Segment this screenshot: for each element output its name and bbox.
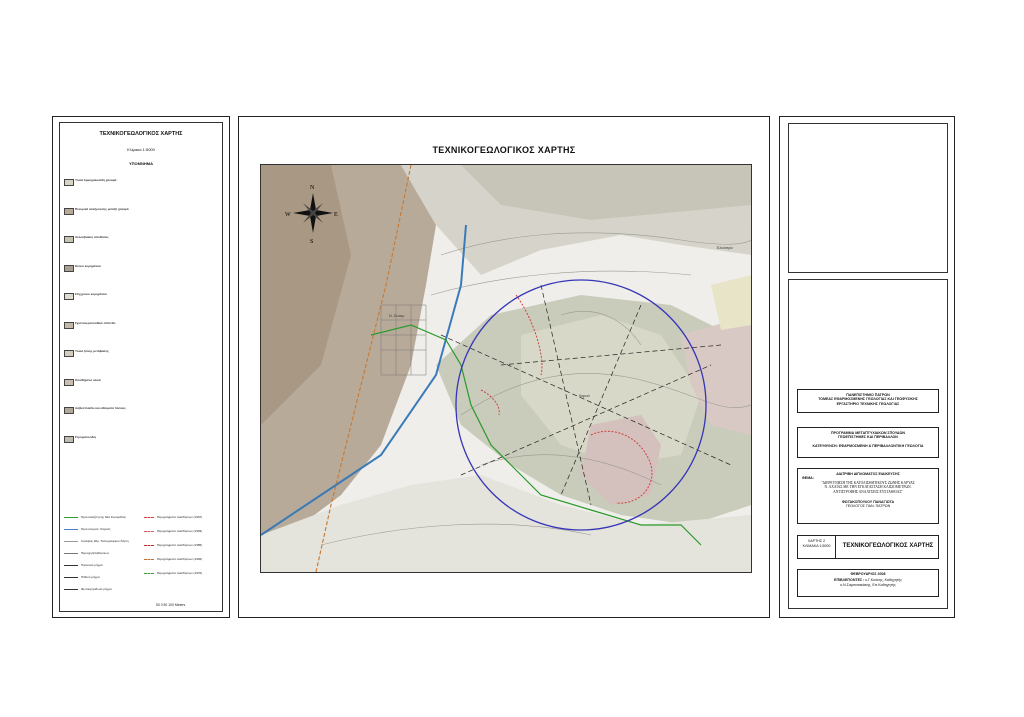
- legend-unit-name: Ολισθημένα υλικά: [75, 378, 101, 382]
- legend-symbol-row: [64, 527, 110, 531]
- map-number-cell: [798, 536, 836, 558]
- map-scale: ΚΛΙΜΑΚΑ 1:5000: [802, 544, 831, 548]
- legend-unit-row: [64, 350, 219, 377]
- legend-unit-swatch: [64, 350, 74, 357]
- legend-unit-text: [75, 350, 219, 353]
- legend-symbol-line: [64, 565, 78, 566]
- legend-symbol-label: Περιοχή Επιβλύσεων: [81, 551, 110, 555]
- legend-unit-row: [64, 436, 219, 463]
- thesis-label: ΔΙΑΤΡΙΒΗ ΔΙΠΛΩΜΑΤΟΣ ΕΙΔΙΚΕΥΣΗΣ: [836, 472, 900, 476]
- theme-line-3: ΑΝΤΙΣΤΡΟΦΗΣ ΑΝΑΛΥΣΕΙΣ ΕΥΣΤΑΘΕΙΑΣ": [833, 489, 903, 494]
- legend-symbol-label: Πιθανό ρήγμα: [81, 575, 100, 579]
- legend-unit-name: Στρωματοειδές: [75, 435, 97, 439]
- legend-symbol-row: [64, 539, 129, 543]
- legend-unit-text: [75, 379, 219, 382]
- institution-box: [797, 389, 939, 413]
- place-label-zosimas: Ν. Ζωσιμ.: [389, 314, 405, 318]
- compass-e: E: [334, 212, 338, 218]
- legend-symbol-line: [64, 553, 78, 554]
- legend-unit-swatch: [64, 208, 74, 215]
- info-panel: [779, 116, 955, 618]
- program-line-1: ΠΡΟΓΡΑΜΜΑ ΜΕΤΑΠΤΥΧΙΑΚΩΝ ΣΠΟΥΔΩΝ: [831, 431, 905, 435]
- legend-unit-row: [64, 179, 219, 206]
- legend-unit-name: Υλικά Αμμοχαλικώδη χαλαρά: [75, 179, 117, 182]
- legend-unit-text: [75, 293, 219, 296]
- legend-unit-row: [64, 293, 219, 320]
- place-label-karya: Καρυά: [579, 394, 590, 398]
- legend-unit-swatch: [64, 379, 74, 386]
- legend-symbol-right-line: [144, 559, 154, 560]
- legend-scale-bar: 50 0 50 100 Meters: [156, 603, 186, 607]
- legend-unit-text: [75, 236, 219, 239]
- legend-symbol-line: [64, 529, 78, 530]
- university-name: ΠΑΝΕΠΙΣΤΗΜΙΟ ΠΑΤΡΩΝ: [846, 393, 890, 397]
- legend-symbol-right-line: [144, 573, 154, 574]
- legend-unit-text: [75, 436, 219, 439]
- legend-symbol-label: Τεκτονικό ρήγμα: [81, 563, 103, 567]
- legend-scale: Κλίμακα 1:5000: [127, 147, 155, 152]
- legend-symbol-row: [64, 551, 109, 555]
- legend-unit-swatch: [64, 407, 74, 414]
- legend-symbol-right-label: Περιγράμματα ολισθήσεων (1997): [157, 515, 203, 519]
- legend-unit-swatch: [64, 436, 74, 443]
- map-title: ΤΕΧΝΙΚΟΓΕΩΛΟΓΙΚΟΣ ΧΑΡΤΗΣ: [432, 145, 576, 155]
- legend-heading: ΥΠΟΜΝΗΜΑ: [129, 161, 153, 166]
- legend-symbol-right-row: [144, 571, 202, 575]
- legend-symbol-right-row: [144, 557, 202, 561]
- legend-unit-swatch: [64, 293, 74, 300]
- legend-unit-text: [75, 179, 219, 182]
- legend-unit-swatch: [64, 265, 74, 272]
- legend-unit-name: Υλικά ζώνης μετάβασης: [75, 350, 109, 353]
- legend-symbol-line: [64, 541, 78, 542]
- supervisor-2: κ.Ν.Σαμπατακάκης, Επ.Καθηγητής: [840, 582, 896, 587]
- date-text: ΦΕΒΡΟΥΑΡΙΟΣ 2008: [850, 572, 886, 576]
- legend-symbol-right-label: Περιγράμματα ολισθήσεων (1993): [157, 529, 203, 533]
- legend-unit-text: [75, 407, 219, 410]
- author-name: ΦΩΤΑΚΟΠΟΥΛΟΥ ΠΑΝΑΓΙΩΤΑ: [841, 500, 895, 505]
- supervisor-1: κ.Γ.Κούκης, Καθηγητής: [865, 578, 902, 583]
- legend-unit-name: Πλευρικά σκλήρυνσης μεταξύ χαλαρά: [75, 207, 129, 211]
- legend-unit-swatch: [64, 322, 74, 329]
- legend-unit-name: Κώνοι κορημάτων: [75, 264, 102, 268]
- legend-symbol-right-row: [144, 529, 202, 533]
- legend-symbol-label: Φωτοκρηνίδωτα ρήγμα: [81, 587, 112, 591]
- legend-symbol-line: [64, 577, 78, 578]
- author-role: ΓΕΩΛΟΓΟΣ ΠΑΝ. ΠΑΤΡΩΝ: [845, 504, 891, 509]
- legend-symbol-row: [64, 575, 100, 579]
- legend-unit-row: [64, 407, 219, 434]
- legend-symbol-label: Όρια αναζήτησης Νέα Ζωσιμάδας: [81, 515, 126, 519]
- legend-unit-swatch: [64, 179, 74, 186]
- legend-title: ΤΕΧΝΙΚΟΓΕΩΛΟΓΙΚΟΣ ΧΑΡΤΗΣ: [99, 131, 183, 137]
- legend-frame: [59, 122, 223, 612]
- date-box: [797, 569, 939, 597]
- theme-line-2: Ν. ΑΧΑΪΑΣ ΜΕ ΤΗΝ ΕΓΚΑΤΑΣΤΑΣΗ ΚΛΙΣΙΟΜΕΤΡΩΝ.: [824, 485, 912, 490]
- legend-symbol-right-label: Περιγράμματα ολισθήσεων (1985): [157, 543, 203, 547]
- supervisor-label: ΕΠΙΒΛΕΠΟΝΤΕΣ :: [834, 578, 865, 583]
- theme-label: ΘΕΜΑ:: [802, 476, 814, 481]
- legend-symbol-row: [64, 515, 126, 519]
- legend-unit-row: [64, 236, 219, 263]
- geological-map[interactable]: [261, 165, 751, 572]
- legend-symbol-label: Ίσοϋψείς 20μ. Τοπογραφικού Χάρτη: [81, 539, 129, 543]
- legend-unit-swatch: [64, 236, 74, 243]
- legend-unit-row: [64, 265, 219, 292]
- legend-symbol-line: [64, 589, 78, 590]
- legend-symbol-right-line: [144, 531, 154, 532]
- program-direction: ΚΑΤΕΥΘΥΝΣΗ: ΕΦΑΡΜΟΣΜΕΝΗ & ΠΕΡΙΒΑΛΛΟΝΤΙΚΗ ΓΕΩΛΟΓΙΑ: [812, 443, 924, 448]
- legend-unit-row: [64, 208, 219, 235]
- theme-line-1: "ΔΙΕΡΕΥΝΗΣΗ ΤΗΣ ΚΑΤΟΛΙΣΘΗΤΙΚΟΥΣ ΖΩΝΗΣ ΚΑΡΥΑΣ: [821, 480, 915, 485]
- legend-unit-text: [75, 265, 219, 268]
- map-panel: [238, 116, 770, 618]
- compass-s: S: [310, 239, 314, 245]
- legend-symbol-right-label: Περιγράμματα ολισθήσεων (1970): [157, 571, 203, 575]
- program-box: [797, 427, 939, 458]
- legend-unit-text: [75, 208, 219, 211]
- map-number: ΧΑΡΤΗΣ 2: [807, 539, 826, 543]
- legend-unit-name: Ασβεστόλιθοι και λιθώματα πλέιους: [75, 407, 126, 410]
- legend-unit-name: Αλλουβιακές αποθέσεις: [75, 236, 109, 239]
- map-name: ΤΕΧΝΙΚΟΓΕΩΛΟΓΙΚΟΣ ΧΑΡΤΗΣ: [842, 543, 934, 549]
- place-label-elefstra: Ελεύστρα: [717, 246, 733, 250]
- legend-unit-name: Σχιστοκερατολιθικό επίπεδο: [75, 321, 116, 325]
- legend-panel: [52, 116, 230, 618]
- thesis-box: [797, 468, 939, 524]
- legend-symbol-line: [64, 517, 78, 518]
- legend-unit-row: [64, 322, 219, 349]
- legend-symbol-label: Όρια ανομοπ. Καρυάς: [81, 527, 111, 531]
- info-blank-box: [788, 123, 948, 273]
- program-line-2: ΓΕΩΕΠΙΣΤΗΜΕΣ ΚΑΙ ΠΕΡΙΒΑΛΛΟΝ: [838, 435, 898, 440]
- compass-n: N: [310, 185, 315, 191]
- legend-unit-text: [75, 322, 219, 325]
- lab-name: ΕΡΓΑΣΤΗΡΙΟ ΤΕΧΝΙΚΗΣ ΓΕΩΛΟΓΙΑΣ: [836, 401, 900, 406]
- legend-unit-name: Σύγχρονοι κορημάτων: [75, 293, 108, 296]
- map-frame[interactable]: [260, 164, 752, 573]
- legend-symbol-right-line: [144, 517, 154, 518]
- department-name: ΤΟΜΕΑΣ ΕΦΑΡΜΟΣΜΕΝΗΣ ΓΕΩΛΟΓΙΑΣ ΚΑΙ ΓΕΩΦΥΣΙΚΗΣ: [818, 397, 918, 402]
- legend-symbol-right-row: [144, 543, 202, 547]
- legend-symbol-row: [64, 587, 112, 591]
- legend-symbol-row: [64, 563, 103, 567]
- map-id-box: [797, 535, 939, 559]
- legend-symbol-right-row: [144, 515, 202, 519]
- legend-unit-row: [64, 379, 219, 406]
- legend-symbol-right-label: Περιγράμματα ολισθήσεων (1992): [157, 557, 203, 561]
- compass-w: W: [285, 212, 291, 218]
- legend-symbol-right-line: [144, 545, 154, 546]
